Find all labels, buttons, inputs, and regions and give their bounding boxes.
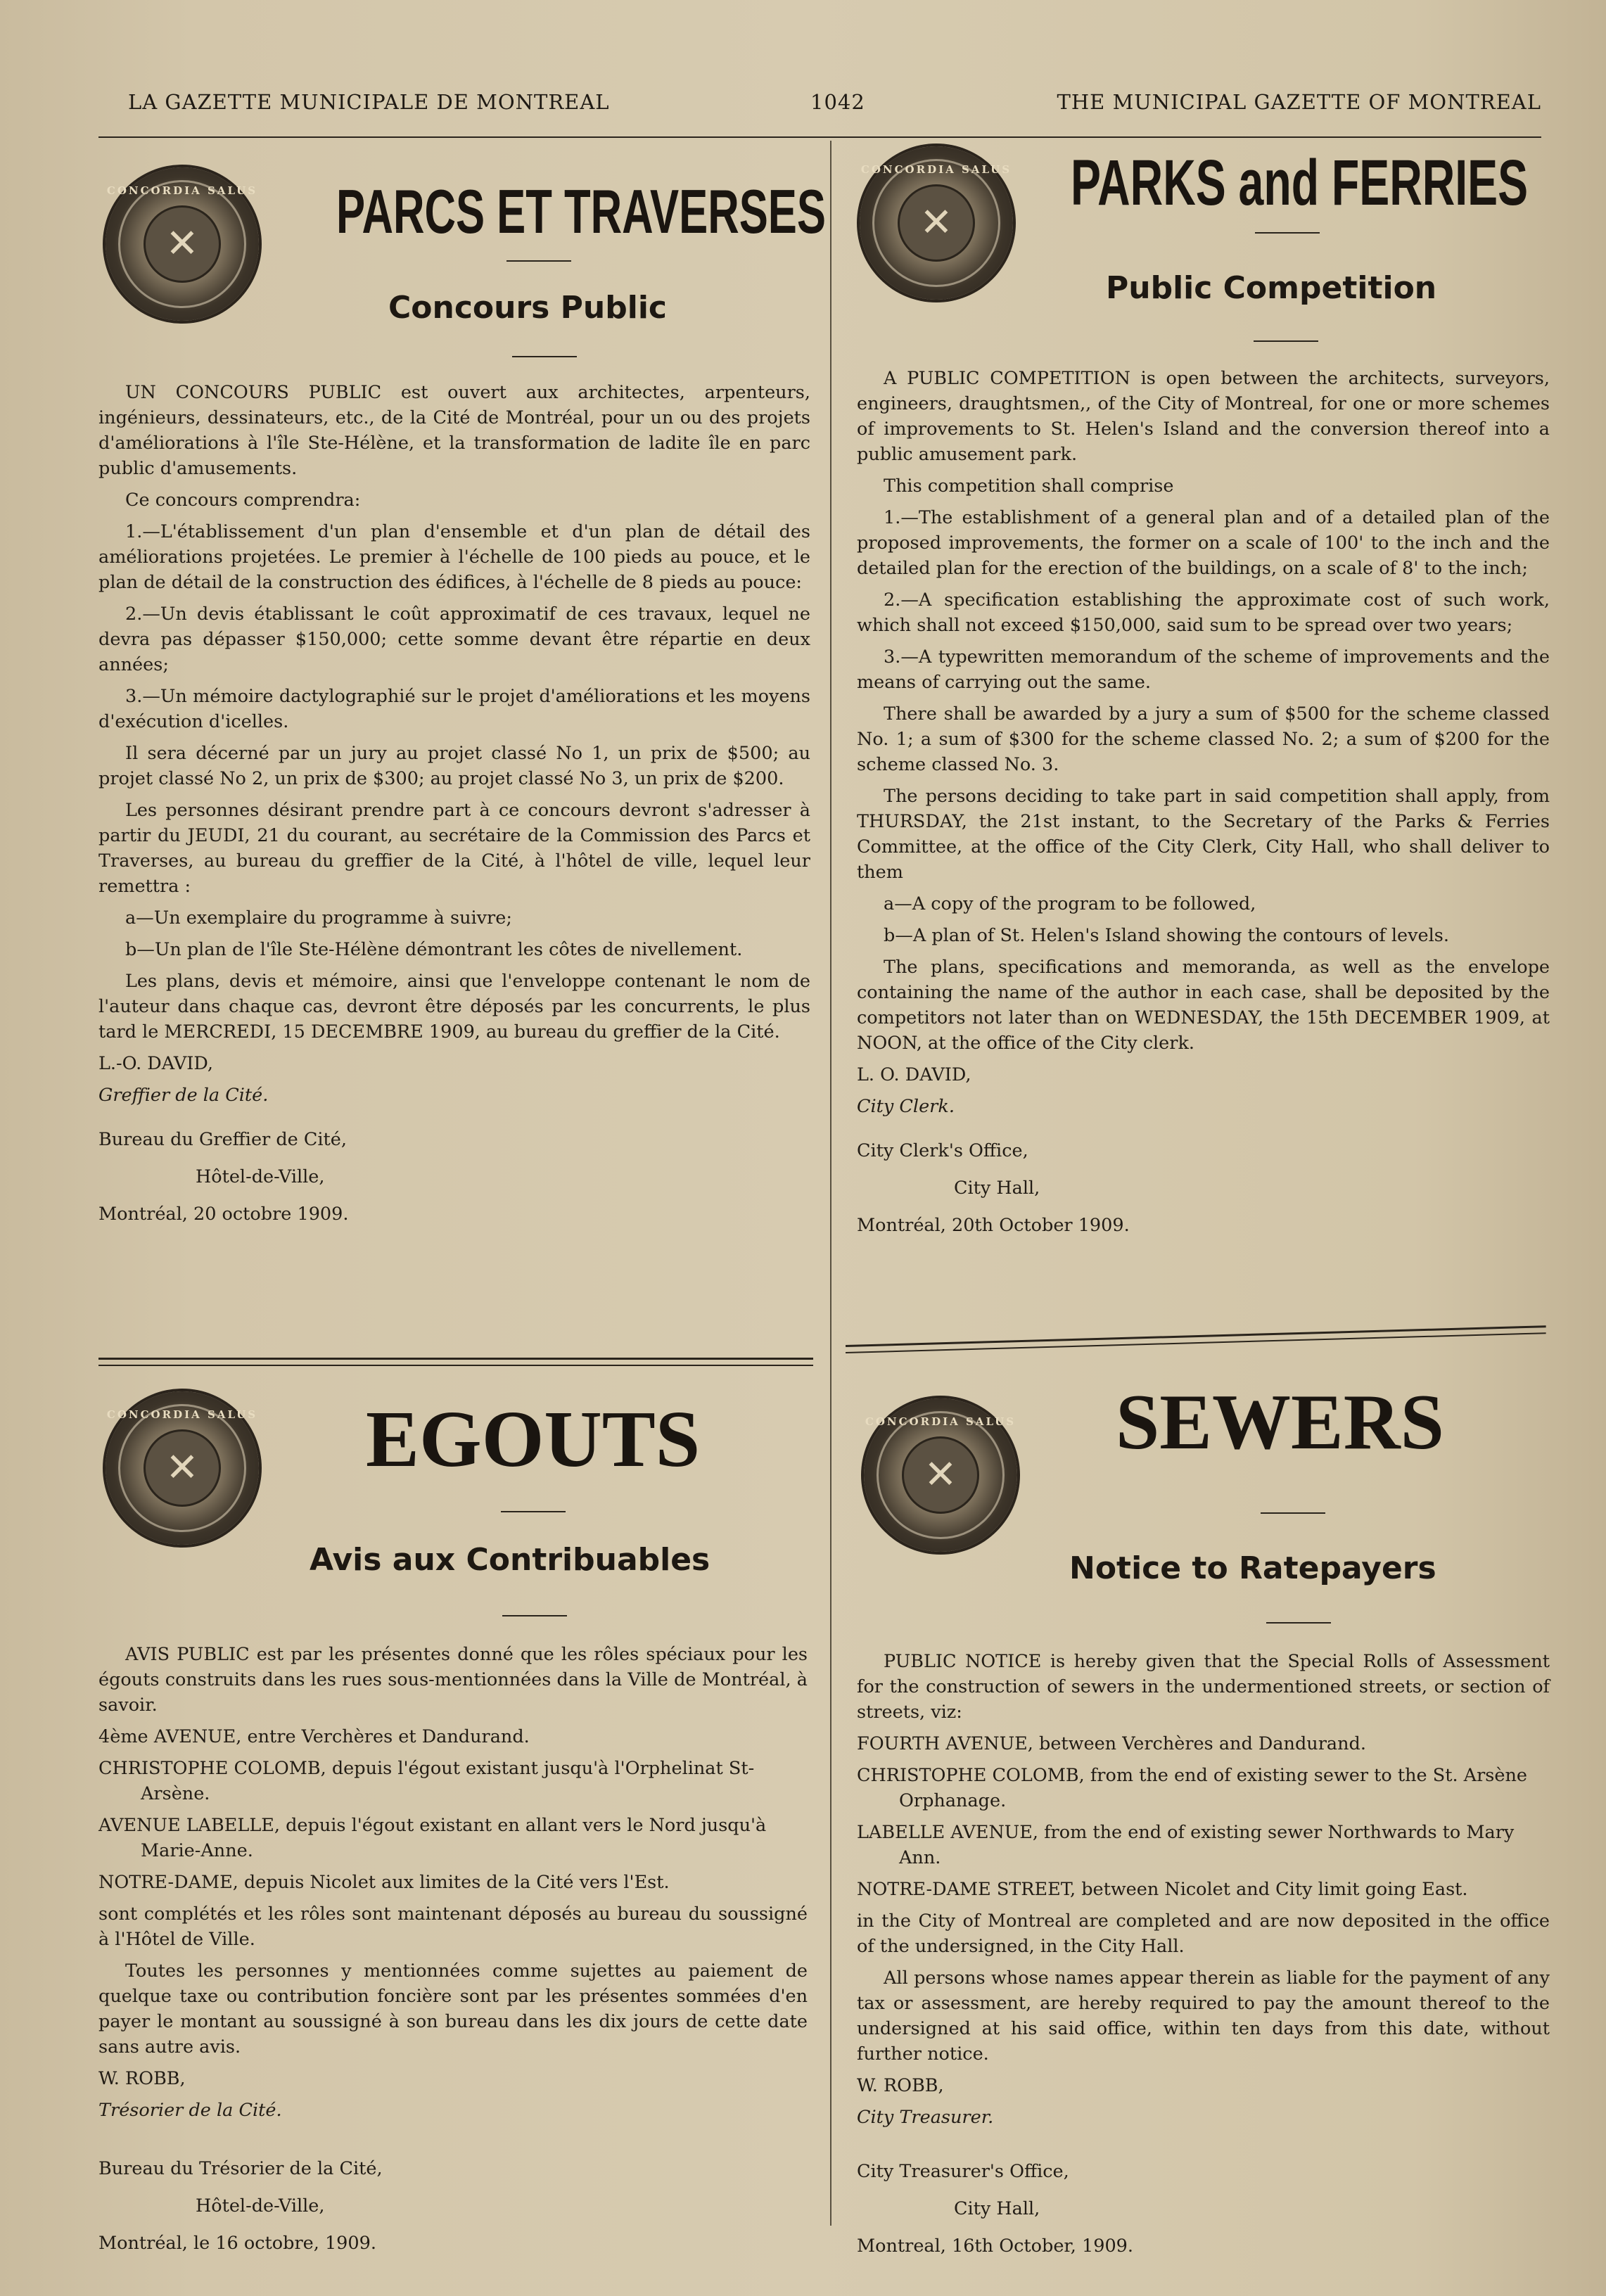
notice-subtitle: Avis aux Contribuables — [310, 1542, 710, 1578]
paragraph: b—Un plan de l'île Ste-Hélène démontrant les côtes de nivellement. — [125, 939, 743, 960]
paragraph: AVIS PUBLIC est par les présentes donné que les rôles spéciaux pour les égouts construits dans les rues sous-mentionnées dans la Ville de Montréal, à savoir. — [98, 1644, 808, 1716]
paragraph: sont complétés et les rôles sont maintenant déposés au bureau du soussigné à l'Hôtel de Ville. — [98, 1903, 808, 1950]
notice-body — [98, 380, 810, 1236]
paragraph: b—A plan of St. Helen's Island showing the contours of levels. — [884, 925, 1449, 946]
running-header — [128, 90, 1541, 125]
office-date: Montréal, 20 octobre 1909. — [98, 1204, 349, 1225]
paragraph: 2.—A specification establishing the approximate cost of such work, which shall not exceed $150,000, said sum to be spread over two years; — [857, 589, 1550, 636]
city-seal-icon: CONCORDIA SALUS ✕ — [106, 167, 259, 321]
paragraph: The plans, specifications and memoranda, as well as the envelope containing the name of the author in each case, shall be deposited by the competitors not later than on WEDNESDAY, the 15th DECEMBER 1909, at NOON, at the office of the City clerk. — [857, 957, 1550, 1054]
paragraph: All persons whose names appear therein as liable for the payment of any tax or assessment, are hereby required to pay the amount thereof to the undersigned at his said office, within ten days from this date, without further notice. — [857, 1967, 1550, 2065]
office-date: Montreal, 16th October, 1909. — [857, 2236, 1134, 2257]
paragraph: This competition shall comprise — [884, 476, 1174, 497]
notice-body — [857, 366, 1550, 1247]
section-rule-left-second — [98, 1365, 813, 1366]
notice-title: EGOUTS — [366, 1394, 701, 1484]
paragraph: The persons deciding to take part in said competition shall apply, from THURSDAY, the 21st instant, to the Secretary of the Parks & Ferries Committee, at the office of the City Clerk, City Hall, who shall deliver to them — [857, 786, 1550, 883]
paragraph: a—A copy of the program to be followed, — [884, 893, 1256, 914]
street-item: 4ème AVENUE, entre Verchères et Dandurand. — [98, 1726, 530, 1747]
paragraph: Il sera décerné par un jury au projet classé No 1, un prix de $500; au projet classé No 2, un prix de $300; au projet classé No 3, un prix de $200. — [98, 743, 810, 789]
title-rule — [506, 260, 571, 262]
paragraph: UN CONCOURS PUBLIC est ouvert aux architectes, arpenteurs, ingénieurs, dessinateurs, etc., de la Cité de Montréal, pour un ou des projets d'améliorations à l'île Ste-Hélène, et la transformation de ladite île en parc public d'amusements. — [98, 382, 810, 479]
city-seal-icon: CONCORDIA SALUS ✕ — [106, 1391, 259, 1545]
notice-subtitle: Notice to Ratepayers — [1069, 1550, 1436, 1586]
notice-subtitle: Public Competition — [1106, 270, 1437, 306]
paragraph: 3.—Un mémoire dactylographié sur le projet d'améliorations et les moyens d'exécution d'icelles. — [98, 686, 810, 732]
notice-subtitle: Concours Public — [388, 290, 667, 326]
office-line: Bureau du Trésorier de la Cité, — [98, 2158, 383, 2179]
city-seal-icon: CONCORDIA SALUS ✕ — [864, 1398, 1017, 1552]
street-item: CHRISTOPHE COLOMB, from the end of existing sewer to the St. Arsène Orphanage. — [857, 1765, 1527, 1811]
office-line: Hôtel-de-Ville, — [196, 1166, 325, 1187]
subtitle-rule — [1254, 340, 1318, 342]
paragraph: Les personnes désirant prendre part à ce concours devront s'adresser à partir du JEUDI, 21 du courant, au secrétaire de la Commission des Parcs et Traverses, au bureau du greffier de la Cité, à l'hôtel de ville, lequel leur remettra : — [98, 800, 810, 897]
city-seal-icon: CONCORDIA SALUS ✕ — [860, 146, 1013, 300]
notice-title: SEWERS — [1116, 1379, 1444, 1466]
paragraph: Toutes les personnes y mentionnées comme sujettes au paiement de quelque taxe ou contribution foncière sont par les présentes sommées d'en payer le montant au soussigné à son bureau dans les dix jours de cette date sans autre avis. — [98, 1960, 808, 2058]
header-french-title: LA GAZETTE MUNICIPALE DE MONTREAL — [128, 90, 610, 114]
street-item: NOTRE-DAME, depuis Nicolet aux limites de la Cité vers l'Est. — [98, 1872, 670, 1893]
subtitle-rule — [1266, 1622, 1331, 1624]
signature-title: Greffier de la Cité. — [98, 1085, 269, 1106]
notice-body — [98, 1642, 808, 2265]
notice-title: PARKS and FERRIES — [1071, 147, 1529, 219]
title-rule — [1261, 1512, 1325, 1514]
street-item: FOURTH AVENUE, between Verchères and Dandurand. — [857, 1733, 1366, 1754]
signature-title: Trésorier de la Cité. — [98, 2100, 282, 2121]
paragraph: Les plans, devis et mémoire, ainsi que l'enveloppe contenant le nom de l'auteur dans chaque cas, devront être déposés par les concurrents, le plus tard le MERCREDI, 15 DECEMBRE 1909, au bureau du greffier de la Cité. — [98, 971, 810, 1042]
signature: L. O. DAVID, — [857, 1064, 971, 1085]
paragraph: 2.—Un devis établissant le coût approximatif de ces travaux, lequel ne devra pas dépasser $150,000; cette somme devant être répartie en deux années; — [98, 604, 810, 675]
paragraph: 3.—A typewritten memorandum of the scheme of improvements and the means of carrying out the same. — [857, 646, 1550, 693]
office-line: City Treasurer's Office, — [857, 2161, 1069, 2182]
title-rule — [501, 1511, 566, 1512]
office-line: City Hall, — [954, 1178, 1040, 1199]
paragraph: 1.—The establishment of a general plan and of a detailed plan of the proposed improvements, the former on a scale of 100' to the inch and the detailed plan for the erection of the buildings, on a scale of 8' to the inch; — [857, 507, 1550, 579]
paragraph: a—Un exemplaire du programme à suivre; — [125, 907, 512, 929]
notice-body — [857, 1649, 1550, 2268]
column-divider — [830, 141, 831, 2226]
office-line: Hôtel-de-Ville, — [196, 2195, 325, 2217]
street-item: AVENUE LABELLE, depuis l'égout existant en allant vers le Nord jusqu'à Marie-Anne. — [98, 1815, 767, 1861]
header-english-title: THE MUNICIPAL GAZETTE OF MONTREAL — [1057, 90, 1541, 114]
subtitle-rule — [512, 356, 577, 357]
paragraph: in the City of Montreal are completed and are now deposited in the office of the undersigned, in the City Hall. — [857, 1911, 1550, 1957]
paragraph: A PUBLIC COMPETITION is open between the architects, surveyors, engineers, draughtsmen,, of the City of Montreal, for one or more schemes of improvements to St. Helen's Island and the conversion thereof into a public amusement park. — [857, 368, 1550, 465]
signature: L.-O. DAVID, — [98, 1053, 213, 1074]
signature: W. ROBB, — [857, 2075, 944, 2096]
signature-title: City Treasurer. — [857, 2107, 994, 2128]
street-item: NOTRE-DAME STREET, between Nicolet and City limit going East. — [857, 1879, 1468, 1900]
section-rule-left — [98, 1358, 813, 1360]
header-rule — [98, 136, 1541, 138]
street-item: LABELLE AVENUE, from the end of existing sewer Northwards to Mary Ann. — [857, 1822, 1515, 1868]
paragraph: PUBLIC NOTICE is hereby given that the Special Rolls of Assessment for the construction of sewers in the undermentioned streets, or section of streets, viz: — [857, 1651, 1550, 1723]
paragraph: Ce concours comprendra: — [125, 490, 361, 511]
office-line: Bureau du Greffier de Cité, — [98, 1129, 347, 1150]
signature: W. ROBB, — [98, 2068, 186, 2089]
subtitle-rule — [502, 1615, 567, 1616]
signature-title: City Clerk. — [857, 1096, 955, 1117]
office-date: Montréal, 20th October 1909. — [857, 1215, 1130, 1236]
page-number: 1042 — [810, 90, 865, 114]
notice-title: PARCS ET TRAVERSES — [336, 177, 826, 246]
street-item: CHRISTOPHE COLOMB, depuis l'égout existant jusqu'à l'Orphelinat St-Arsène. — [98, 1758, 755, 1804]
paragraph: 1.—L'établissement d'un plan d'ensemble et d'un plan de détail des améliorations projetées. Le premier à l'échelle de 100 pieds au pouce, et le plan de détail de la construction des édifices, à l'échelle de 8 pieds au pouce: — [98, 521, 810, 593]
office-date: Montréal, le 16 octobre, 1909. — [98, 2233, 376, 2254]
office-line: City Hall, — [954, 2198, 1040, 2219]
paragraph: There shall be awarded by a jury a sum of $500 for the scheme classed No. 1; a sum of $300 for the scheme classed No. 2; a sum of $200 for the scheme classed No. 3. — [857, 703, 1550, 775]
office-line: City Clerk's Office, — [857, 1140, 1028, 1161]
title-rule — [1255, 232, 1320, 234]
